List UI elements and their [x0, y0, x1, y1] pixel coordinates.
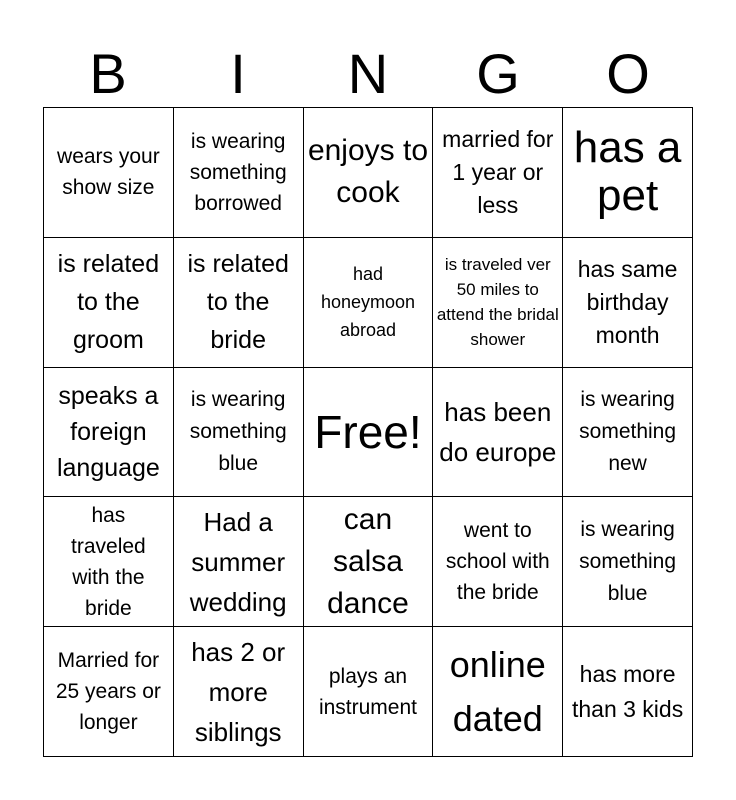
bingo-cell[interactable]	[304, 108, 434, 238]
cell-text: speaks a foreign language	[56, 381, 160, 482]
cell-text: has been do europe	[439, 396, 557, 467]
bingo-cell[interactable]	[44, 108, 174, 238]
header-letter-b: B	[89, 42, 127, 105]
bingo-cell[interactable]	[174, 108, 304, 238]
bingo-cell[interactable]	[433, 497, 563, 627]
header-letter-g: G	[476, 42, 520, 105]
cell-text: Free!	[314, 405, 422, 458]
bingo-header	[43, 40, 693, 108]
cell-text: enjoys to cook	[307, 134, 429, 210]
header-letter-o: O	[606, 42, 650, 105]
bingo-cell[interactable]	[563, 497, 693, 627]
cell-text: went to school with the bride	[445, 519, 550, 605]
header-letter-n: N	[347, 42, 389, 105]
bingo-cell[interactable]	[44, 497, 174, 627]
cell-text: has 2 or more siblings	[191, 636, 286, 747]
cell-text: wears your show size	[57, 145, 160, 200]
cell-text: is wearing something borrowed	[189, 129, 287, 215]
bingo-cell[interactable]	[304, 238, 434, 368]
bingo-cell[interactable]	[174, 368, 304, 498]
cell-text: online dated	[449, 643, 546, 739]
cell-text: is traveled ver 50 miles to attend the bridal shower	[436, 255, 559, 350]
cell-text: Had a summer wedding	[189, 506, 287, 617]
bingo-cell[interactable]	[304, 497, 434, 627]
bingo-cell[interactable]	[563, 108, 693, 238]
bingo-cell[interactable]	[433, 238, 563, 368]
cell-text: can salsa dance	[327, 502, 409, 620]
bingo-cell[interactable]	[174, 238, 304, 368]
cell-text: has same birthday month	[577, 255, 678, 348]
bingo-cell[interactable]	[44, 627, 174, 757]
cell-text: is wearing something blue	[189, 387, 287, 475]
cell-text: married for 1 year or less	[442, 125, 554, 218]
cell-text: has more than 3 kids	[571, 660, 684, 722]
cell-text: is wearing something new	[579, 387, 677, 475]
bingo-cell[interactable]	[563, 238, 693, 368]
cell-text: had honeymoon abroad	[320, 264, 416, 341]
bingo-cell[interactable]	[433, 368, 563, 498]
bingo-cell[interactable]	[563, 627, 693, 757]
bingo-cell[interactable]	[563, 368, 693, 498]
bingo-cell[interactable]	[174, 627, 304, 757]
cell-text: has a pet	[573, 123, 682, 221]
bingo-cell[interactable]	[174, 497, 304, 627]
bingo-grid	[43, 107, 693, 757]
free-space[interactable]	[304, 368, 434, 498]
cell-text: is related to the bride	[187, 250, 289, 355]
cell-text: has traveled with the bride	[71, 503, 146, 620]
cell-text: plays an instrument	[318, 664, 417, 719]
bingo-cell[interactable]	[304, 627, 434, 757]
cell-text: is related to the groom	[57, 250, 160, 355]
bingo-cell[interactable]	[433, 108, 563, 238]
bingo-cell[interactable]	[433, 627, 563, 757]
header-letter-i: I	[230, 42, 246, 105]
cell-text: Married for 25 years or longer	[55, 649, 161, 735]
bingo-cell[interactable]	[44, 368, 174, 498]
bingo-cell[interactable]	[44, 238, 174, 368]
cell-text: is wearing something blue	[579, 517, 677, 605]
